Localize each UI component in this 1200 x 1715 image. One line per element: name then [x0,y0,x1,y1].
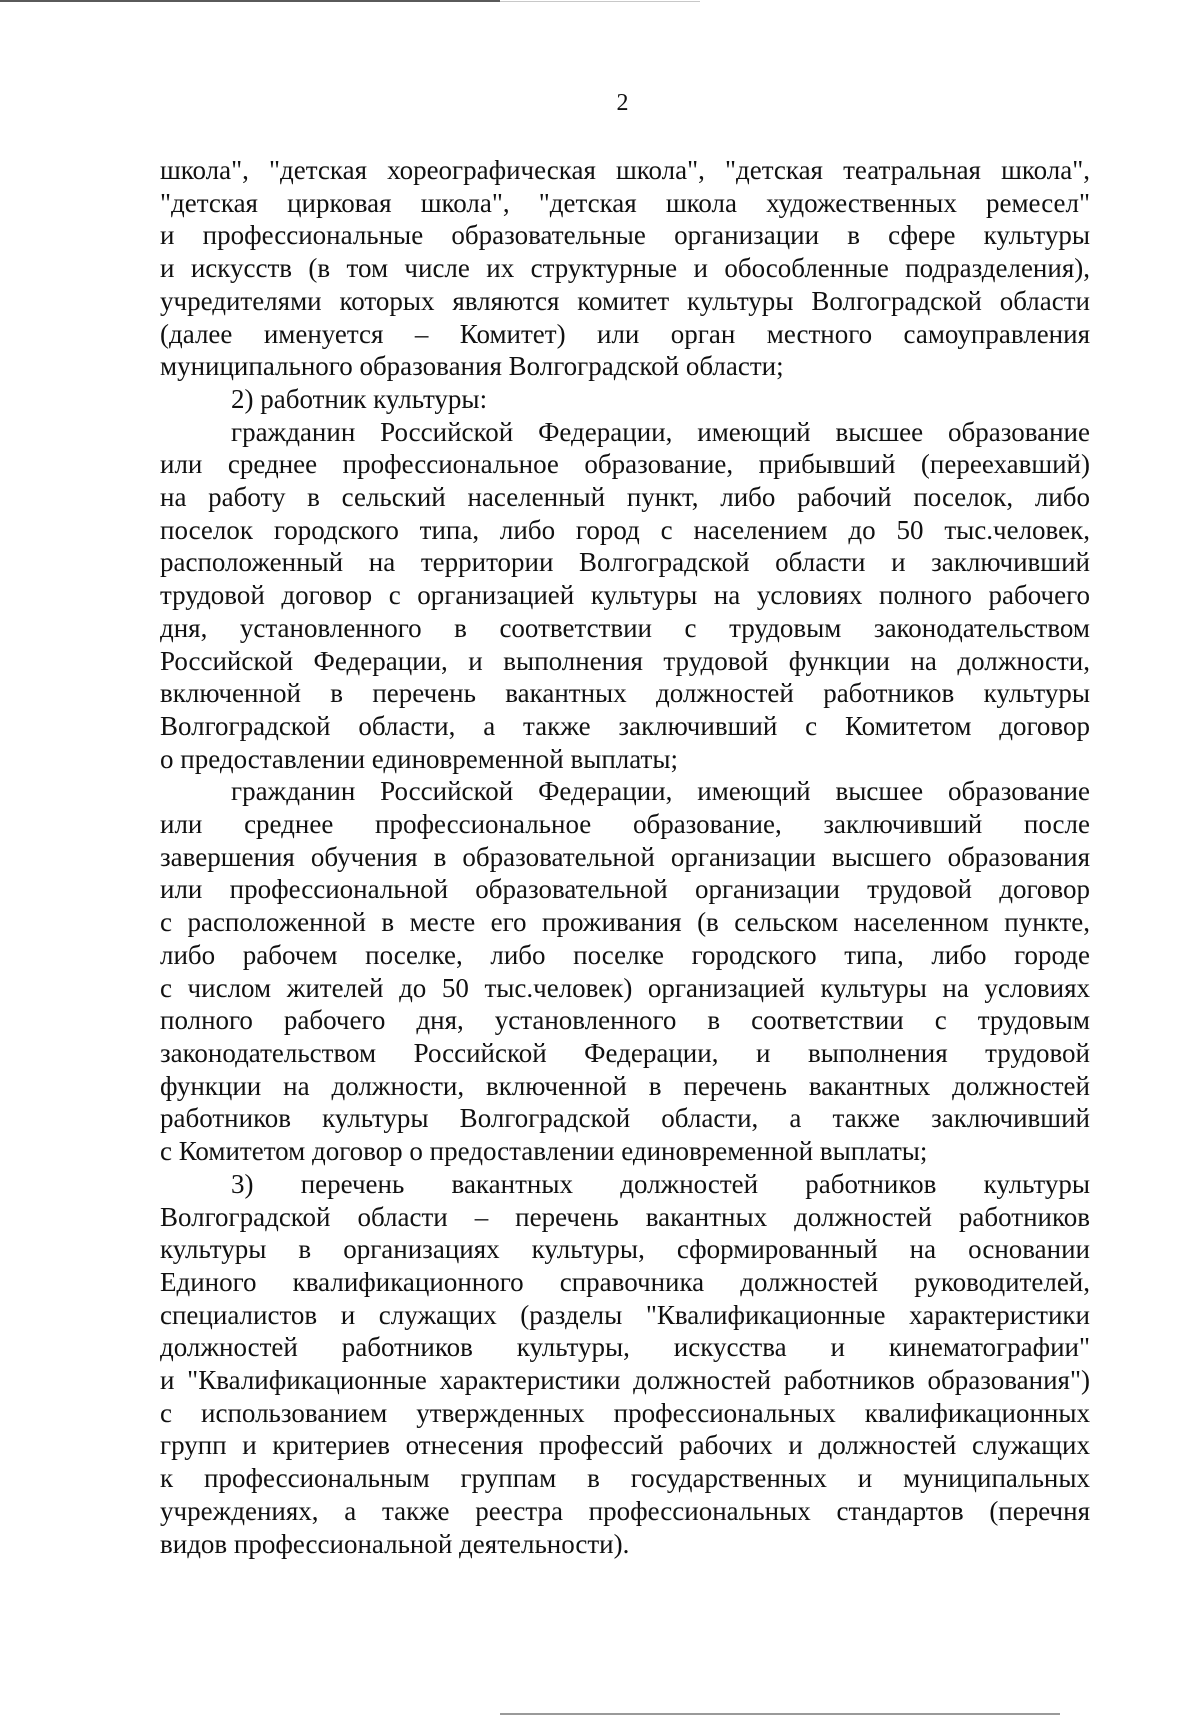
text-line: либо рабочем поселке, либо поселке городского типа, либо городе [160,939,1090,970]
text-line: 2) работник культуры: [231,383,488,414]
text-line: с Комитетом договор о предоставлении единовременной выплаты; [160,1136,928,1167]
text-line: расположенный на территории Волгоградской области и заключивший [160,547,1090,578]
text-line: Российской Федерации, и выполнения трудовой функции на должности, [160,645,1090,676]
document-body [160,154,1090,1560]
text-line: о предоставлении единовременной выплаты; [160,743,678,774]
text-line: 3) перечень вакантных должностей работников культуры [231,1168,1090,1199]
text-line: групп и критериев отнесения профессий рабочих и должностей служащих [160,1430,1090,1461]
text-line: включенной в перечень вакантных должностей работников культуры [160,678,1090,709]
text-line: Единого квалификационного справочника должностей руководителей, [160,1266,1090,1297]
text-line: с расположенной в месте его проживания (в сельском населенном пункте, [160,907,1090,938]
scan-edge-line-top [0,0,500,2]
text-line: полного рабочего дня, установленного в соответствии с трудовым [160,1005,1090,1036]
text-line: или среднее профессиональное образование, заключивший после [160,809,1090,840]
scan-edge-line-top-faint [500,1,700,2]
text-line: учредителями которых являются комитет культуры Волгоградской области [160,285,1090,316]
text-line: поселок городского типа, либо город с населением до 50 тыс.человек, [160,514,1090,545]
text-line: работников культуры Волгоградской области, а также заключивший [160,1103,1090,1134]
text-line: функции на должности, включенной в перечень вакантных должностей [160,1070,1090,1101]
text-line: и "Квалификационные характеристики должностей работников образования") [160,1365,1090,1396]
text-line: гражданин Российской Федерации, имеющий высшее образование [231,776,1090,807]
text-line: или профессиональной образовательной организации трудовой договор [160,874,1090,905]
text-line: должностей работников культуры, искусства и кинематографии" [160,1332,1090,1363]
text-line: к профессиональным группам в государственных и муниципальных [160,1463,1090,1494]
text-line: Волгоградской области, а также заключивший с Комитетом договор [160,710,1090,741]
text-line: гражданин Российской Федерации, имеющий высшее образование [231,416,1090,447]
text-line: завершения обучения в образовательной организации высшего образования [160,841,1090,872]
text-line: муниципального образования Волгоградской области; [160,351,784,382]
text-line: и профессиональные образовательные организации в сфере культуры [160,220,1090,251]
text-line: видов профессиональной деятельности). [160,1528,630,1559]
text-line: на работу в сельский населенный пункт, либо рабочий поселок, либо [160,482,1090,513]
text-line: законодательством Российской Федерации, и выполнения трудовой [160,1037,1090,1068]
text-line: трудовой договор с организацией культуры на условиях полного рабочего [160,580,1090,611]
text-line: и искусств (в том числе их структурные и обособленные подразделения), [160,253,1090,284]
text-line: (далее именуется – Комитет) или орган местного самоуправления [160,318,1090,349]
text-line: школа", "детская хореографическая школа", "детская театральная школа", [160,155,1090,185]
text-line: дня, установленного в соответствии с трудовым законодательством [160,612,1090,643]
text-line: "детская цирковая школа", "детская школа художественных ремесел" [160,187,1090,218]
text-line: с использованием утвержденных профессиональных квалификационных [160,1397,1090,1428]
text-line: или среднее профессиональное образование, прибывший (переехавший) [160,449,1090,480]
text-line: культуры в организациях культуры, сформированный на основании [160,1234,1090,1265]
page-number: 2 [616,90,629,116]
text-line: учреждениях, а также реестра профессиональных стандартов (перечня [160,1495,1090,1526]
text-line: Волгоградской области – перечень вакантных должностей работников [160,1201,1090,1232]
text-line: специалистов и служащих (разделы "Квалификационные характеристики [160,1299,1090,1330]
text-line: с числом жителей до 50 тыс.человек) организацией культуры на условиях [160,972,1090,1003]
